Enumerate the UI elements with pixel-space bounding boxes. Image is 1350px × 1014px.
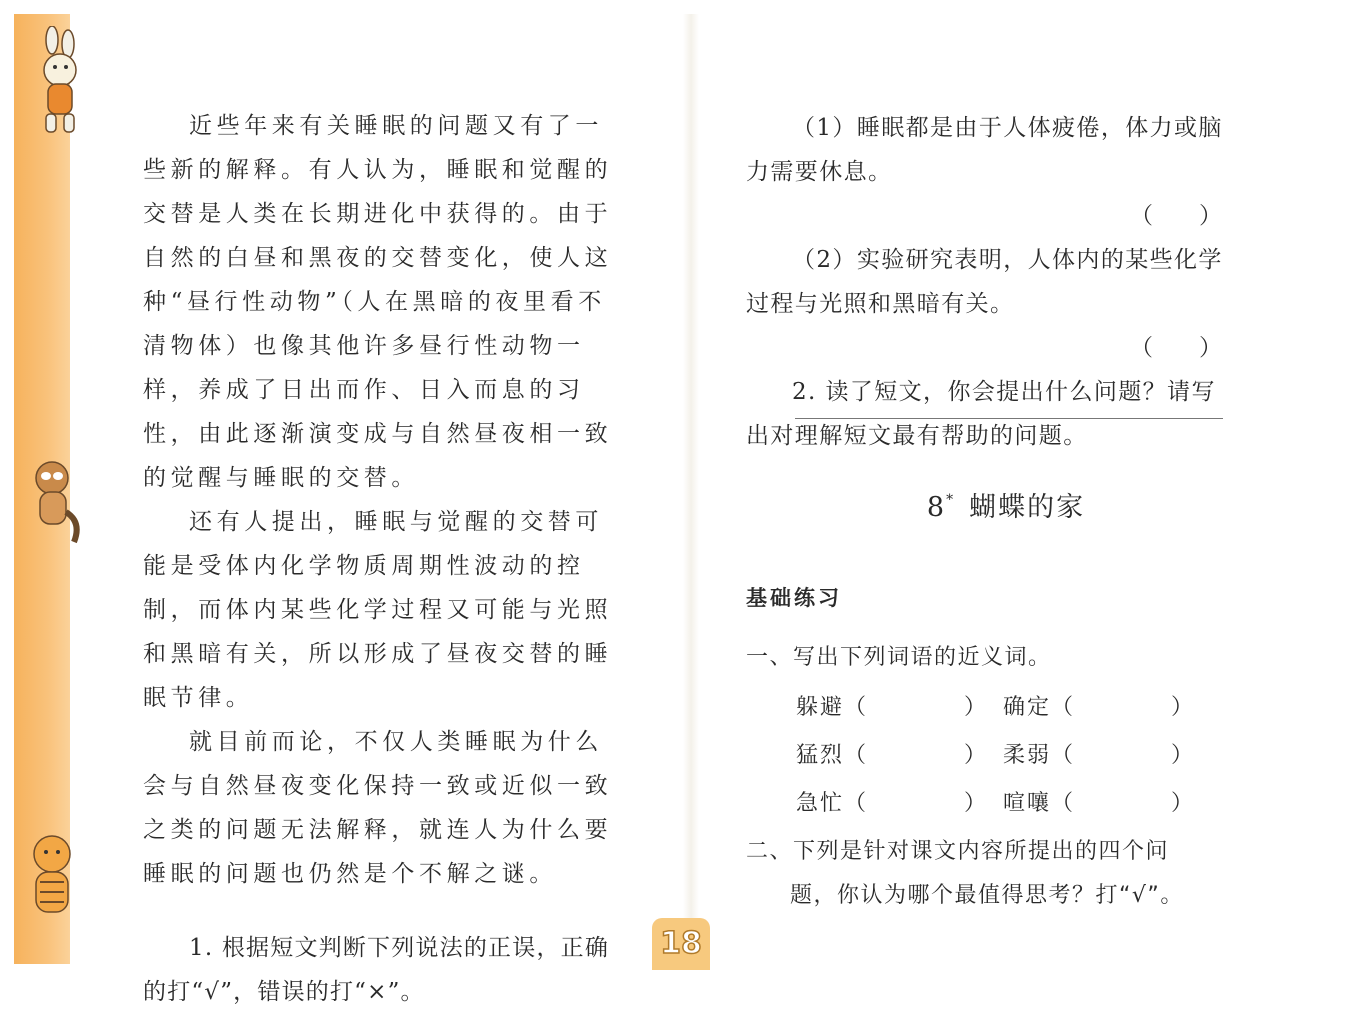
lesson-title (746, 478, 1266, 530)
synonym-blank[interactable]: （ ） (1051, 791, 1196, 816)
synonym-word: 确定 (1003, 695, 1052, 720)
raccoon-mascot-icon (18, 452, 84, 550)
right-page-questions (746, 106, 1228, 458)
question-2: 2. 读了短文，你会提出什么问题？请写出对理解短文最有帮助的问题。 (746, 379, 1216, 449)
synonym-blank[interactable]: （ ） (844, 791, 989, 816)
task-2-line-2: 题，你认为哪个最值得思考？打“√”。 (790, 883, 1184, 908)
answer-blank[interactable]: （ ） (1130, 203, 1222, 229)
task-1: 一、写出下列词语的近义词。 (746, 645, 1052, 670)
judge-item-1-text: （1）睡眠都是由于人体疲倦，体力或脑力需要休息。 (746, 115, 1223, 185)
judge-item-2-text: （2）实验研究表明，人体内的某些化学过程与光照和黑暗有关。 (746, 247, 1223, 317)
left-page-text (143, 104, 623, 1014)
synonym-blank[interactable]: （ ） (1051, 743, 1196, 768)
task-2-line-1: 二、下列是针对课文内容所提出的四个问 (746, 839, 1170, 864)
paragraph-2: 还有人提出，睡眠与觉醒的交替可能是受体内化学物质周期性波动的控制，而体内某些化学过程又可能与光照和黑暗有关，所以形成了昼夜交替的睡眠节律。 (143, 509, 613, 711)
synonym-word: 柔弱 (1003, 743, 1052, 768)
task-2 (746, 830, 1236, 918)
synonym-blank[interactable]: （ ） (844, 695, 989, 720)
judge-item-2-answer (746, 326, 1228, 370)
synonym-item (1003, 786, 1195, 817)
synonym-item (796, 690, 988, 721)
synonym-item (1003, 738, 1195, 769)
synonym-blank[interactable]: （ ） (1051, 695, 1196, 720)
lesson-name: 蝴蝶的家 (969, 492, 1086, 523)
synonym-word: 急忙 (796, 791, 845, 816)
synonym-item (1003, 690, 1195, 721)
lesson-mark: * (946, 492, 956, 508)
synonym-blank[interactable]: （ ） (844, 743, 989, 768)
synonym-item (796, 738, 988, 769)
lesson-number: 8 (926, 492, 947, 523)
judge-item-2 (746, 238, 1228, 326)
tiger-mascot-icon (20, 826, 82, 922)
synonym-word: 躲避 (796, 695, 845, 720)
paragraph-3: 就目前而论，不仅人类睡眠为什么会与自然昼夜变化保持一致或近似一致之类的问题无法解释，就连人为什么要睡眠的问题也仍然是个不解之谜。 (143, 729, 613, 887)
judge-item-1-answer (746, 194, 1228, 238)
book-gutter (683, 14, 699, 964)
synonym-word: 猛烈 (796, 743, 845, 768)
judge-item-1 (746, 106, 1228, 194)
question-1: 1. 根据短文判断下列说法的正误，正确的打“√”，错误的打“×”。 (143, 935, 610, 1005)
rabbit-mascot-icon (22, 26, 88, 138)
paragraph-1: 近些年来有关睡眠的问题又有了一些新的解释。有人认为，睡眠和觉醒的交替是人类在长期进化中获得的。由于自然的白昼和黑夜的交替变化，使人这种“昼行性动物”（人在黑暗的夜里看不清物体）也像其他许多昼行性动物一样，养成了日出而作、日入而息的习性，由此逐渐演变成与自然昼夜相一致的觉醒与睡眠的交替。 (143, 113, 613, 491)
synonym-item (796, 786, 988, 817)
section-title: 基础练习 (746, 586, 842, 610)
answer-line[interactable] (795, 418, 1223, 419)
page-number: 18 (660, 926, 702, 961)
answer-blank[interactable]: （ ） (1130, 335, 1222, 361)
synonym-word: 喧嚷 (1003, 791, 1052, 816)
